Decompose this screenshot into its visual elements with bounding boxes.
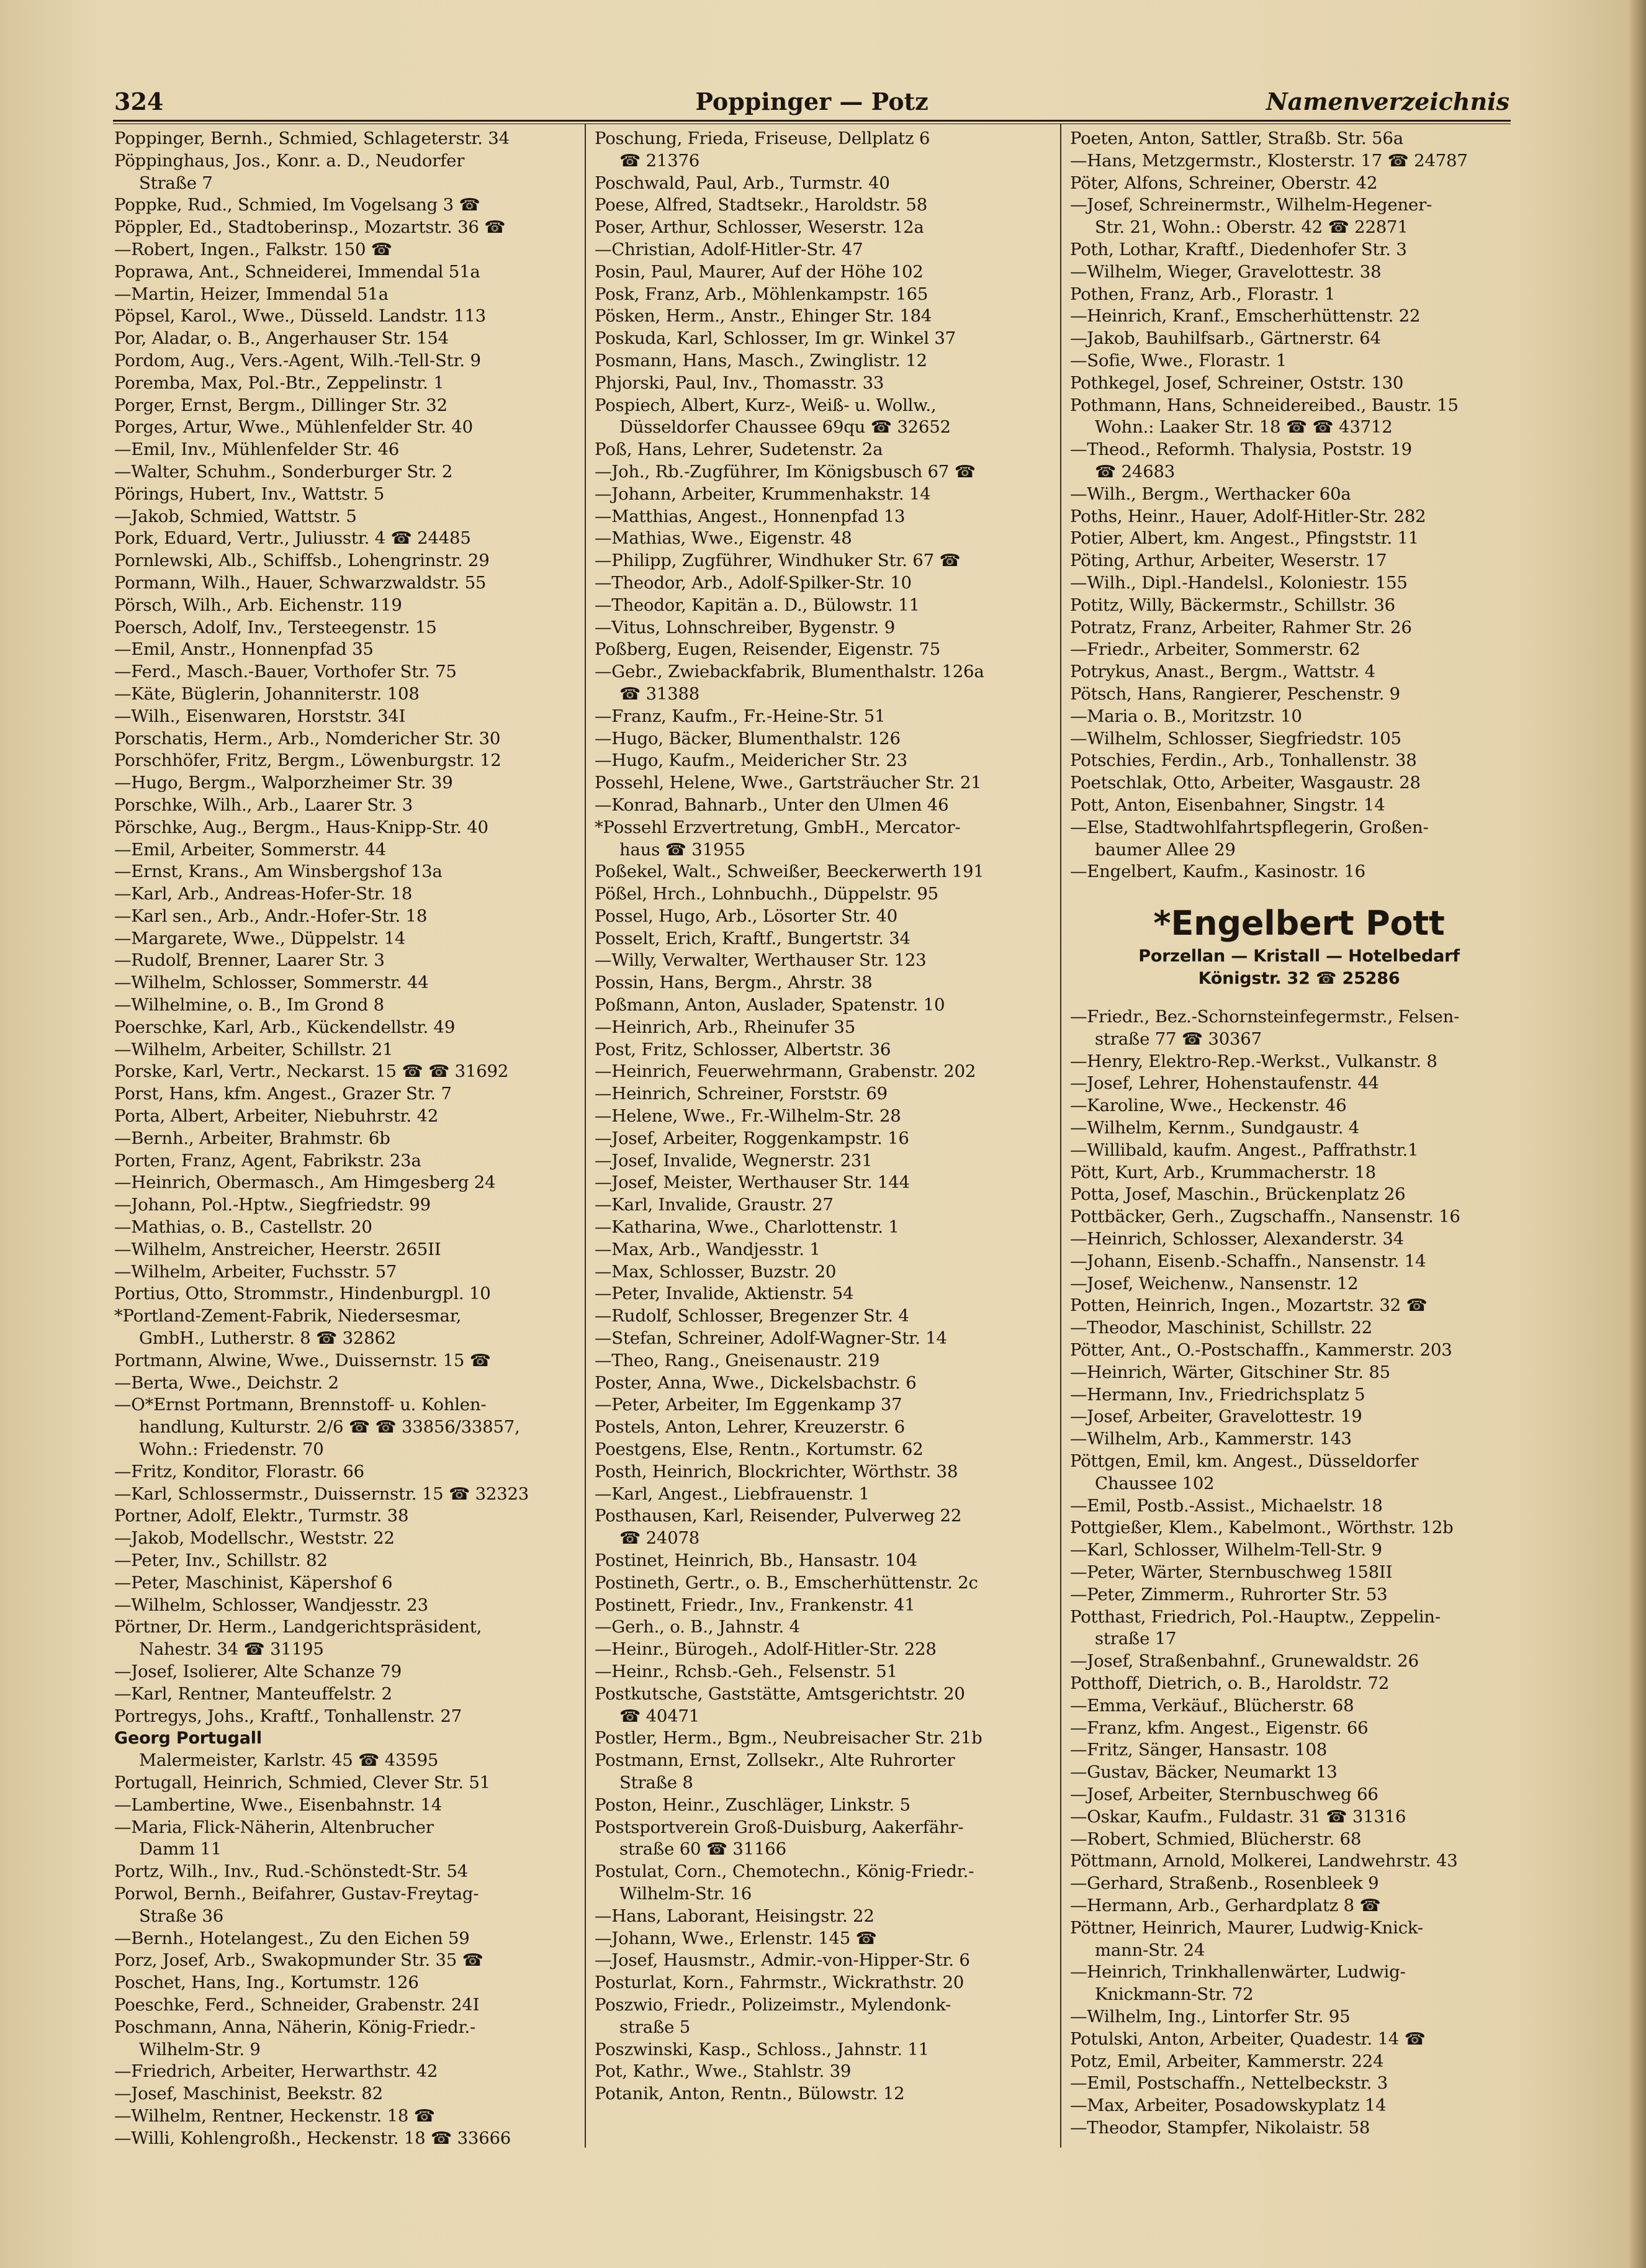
directory-entry: —Martin, Heizer, Immendal 51a [114, 284, 389, 304]
directory-entry: Potthast, Friedrich, Pol.-Hauptw., Zeppelin- [1070, 1606, 1441, 1627]
directory-entry: Posturlat, Korn., Fahrmstr., Wickrathstr. 20 [595, 1973, 965, 1993]
directory-entry: Pörsch, Wilh., Arb. Eichenstr. 119 [114, 595, 402, 615]
directory-entry: Potthoff, Dietrich, o. B., Haroldstr. 72 [1070, 1673, 1390, 1693]
directory-entry: —Theo, Rang., Gneisenaustr. 219 [595, 1350, 880, 1370]
directory-entry: —Sofie, Wwe., Florastr. 1 [1070, 350, 1287, 371]
directory-entry: Porwol, Bernh., Beifahrer, Gustav-Freytag- [114, 1883, 479, 1904]
directory-entry: Pothen, Franz, Arb., Florastr. 1 [1070, 284, 1336, 304]
directory-entry: Postsportverein Groß-Duisburg, Aakerfähr- [595, 1817, 964, 1837]
directory-entry: —Josef, Meister, Werthauser Str. 144 [595, 1172, 910, 1193]
directory-entry: —Mathias, o. B., Castellstr. 20 [114, 1217, 372, 1238]
directory-entry: Georg Portugall [114, 1729, 262, 1748]
directory-entry: —Karl, Invalide, Graustr. 27 [595, 1195, 834, 1215]
directory-entry: Pothkegel, Josef, Schreiner, Oststr. 130 [1070, 372, 1404, 393]
directory-entry: Pormann, Wilh., Hauer, Schwarzwaldstr. 55 [114, 572, 487, 593]
directory-entry-continuation: haus ☎ 31955 [619, 839, 745, 860]
directory-entry: —Wilhelm, Rentner, Heckenstr. 18 ☎ [114, 2105, 435, 2126]
directory-entry: —Lambertine, Wwe., Eisenbahnstr. 14 [114, 1794, 443, 1815]
directory-entry: —Maria, Flick-Näherin, Altenbrucher [114, 1817, 434, 1837]
directory-entry: *Possehl Erzvertretung, GmbH., Mercator- [595, 817, 961, 837]
directory-entry-continuation: Malermeister, Karlstr. 45 ☎ 43595 [139, 1750, 439, 1771]
directory-entry: —Karl, Angest., Liebfrauenstr. 1 [595, 1483, 870, 1504]
directory-entry: Poschet, Hans, Ing., Kortumstr. 126 [114, 1973, 419, 1993]
directory-entry: Poth, Lothar, Kraftf., Diedenhofer Str. 3 [1070, 239, 1407, 259]
directory-entry: —Karl, Schlossermstr., Duissernstr. 15 ☎ 32323 [114, 1483, 529, 1504]
page-number: 324 [114, 88, 164, 115]
directory-entry: —Hugo, Bergm., Walporzheimer Str. 39 [114, 773, 453, 793]
directory-entry: Poppke, Rud., Schmied, Im Vogelsang 3 ☎ [114, 195, 480, 215]
directory-entry: —Emil, Postb.-Assist., Michaelstr. 18 [1070, 1495, 1383, 1516]
directory-entry: Portmann, Alwine, Wwe., Duissernstr. 15 ☎ [114, 1350, 491, 1370]
page-gutter [1630, 0, 1646, 2268]
directory-entry: *Portland-Zement-Fabrik, Niedersesmar, [114, 1306, 462, 1326]
directory-entry: Post, Fritz, Schlosser, Albertstr. 36 [595, 1039, 891, 1060]
directory-entry: —Emil, Anstr., Honnenpfad 35 [114, 639, 374, 660]
directory-entry: —Johann, Eisenb.-Schaffn., Nansenstr. 14 [1070, 1251, 1426, 1271]
directory-entry: —Karl, Schlosser, Wilhelm-Tell-Str. 9 [1070, 1540, 1382, 1560]
directory-entry: —Wilh., Eisenwaren, Horststr. 34I [114, 706, 406, 726]
directory-entry: Poskuda, Karl, Schlosser, Im gr. Winkel 37 [595, 328, 956, 349]
directory-entry: —Karl sen., Arb., Andr.-Hofer-Str. 18 [114, 906, 428, 926]
directory-entry: —Wilhelm, Schlosser, Sommerstr. 44 [114, 973, 429, 993]
directory-entry-continuation: Wohn.: Laaker Str. 18 ☎ ☎ 43712 [1095, 417, 1393, 438]
directory-entry: Pöppler, Ed., Stadtoberinsp., Mozartstr. 36 ☎ [114, 217, 506, 238]
column-1 [114, 128, 572, 2150]
directory-entry: —Josef, Schreinermstr., Wilhelm-Hegener- [1070, 195, 1432, 215]
directory-entry: Postinett, Friedr., Inv., Frankenstr. 41 [595, 1595, 915, 1615]
directory-entry: —Heinrich, Feuerwehrmann, Grabenstr. 202 [595, 1061, 976, 1082]
header-rule [113, 120, 1511, 122]
directory-entry: Portz, Wilh., Inv., Rud.-Schönstedt-Str. 54 [114, 1861, 469, 1882]
directory-entry: —Fritz, Sänger, Hansastr. 108 [1070, 1740, 1328, 1760]
directory-entry: —Peter, Invalide, Aktienstr. 54 [595, 1284, 854, 1304]
directory-entry: Pöpsel, Karol., Wwe., Düsseld. Landstr. 113 [114, 306, 486, 326]
directory-entry: —Max, Schlosser, Buzstr. 20 [595, 1261, 837, 1282]
directory-entry: —Bernh., Arbeiter, Brahmstr. 6b [114, 1128, 390, 1148]
directory-entry: —Rudolf, Brenner, Laarer Str. 3 [114, 950, 385, 971]
directory-entry: —Matthias, Angest., Honnenpfad 13 [595, 506, 906, 526]
directory-entry: —Gerh., o. B., Jahnstr. 4 [595, 1617, 800, 1637]
directory-entry: —Willi, Kohlengroßh., Heckenstr. 18 ☎ 33666 [114, 2128, 511, 2148]
directory-entry: —Vitus, Lohnschreiber, Bygenstr. 9 [595, 617, 895, 637]
directory-entry: —Wilh., Dipl.-Handelsl., Koloniestr. 155 [1070, 572, 1408, 593]
directory-entry: —Josef, Maschinist, Beekstr. 82 [114, 2084, 383, 2104]
directory-entry-continuation: Nahestr. 34 ☎ 31195 [139, 1639, 324, 1660]
directory-entry: Potten, Heinrich, Ingen., Mozartstr. 32 ☎ [1070, 1295, 1428, 1316]
ad-products: Porzellan — Kristall — Hotelbedarf [1138, 947, 1460, 966]
column-2 [595, 128, 1053, 2105]
directory-entry: —Theodor, Maschinist, Schillstr. 22 [1070, 1318, 1372, 1338]
directory-entry: Possel, Hugo, Arb., Lösorter Str. 40 [595, 906, 898, 926]
directory-entry: Pott, Anton, Eisenbahner, Singstr. 14 [1070, 794, 1385, 815]
directory-entry: Potanik, Anton, Rentn., Bülowstr. 12 [595, 2084, 905, 2104]
directory-entry: Poszwio, Friedr., Polizeimstr., Mylendonk- [595, 1994, 951, 2015]
directory-entry: —Karl, Rentner, Manteuffelstr. 2 [114, 1683, 392, 1704]
directory-entry-continuation: ☎ 40471 [619, 1706, 700, 1726]
directory-entry: —Wilhelm, Wieger, Gravelottestr. 38 [1070, 261, 1382, 282]
directory-entry: —Theodor, Kapitän a. D., Bülowstr. 11 [595, 595, 920, 615]
directory-entry: Pörtner, Dr. Herm., Landgerichtspräsident, [114, 1617, 482, 1637]
directory-entry: —Maria o. B., Moritzstr. 10 [1070, 706, 1302, 726]
directory-entry: Poschwald, Paul, Arb., Turmstr. 40 [595, 173, 890, 193]
directory-entry-continuation: ☎ 31388 [619, 683, 700, 704]
directory-entry: —Käte, Büglerin, Johanniterstr. 108 [114, 683, 420, 704]
directory-entry: —Wilhelm, Kernm., Sundgaustr. 4 [1070, 1118, 1360, 1138]
directory-entry: Porten, Franz, Agent, Fabrikstr. 23a [114, 1150, 421, 1171]
directory-entry: Pöttmann, Arnold, Molkerei, Landwehrstr. 43 [1070, 1851, 1458, 1871]
directory-entry: —Franz, Kaufm., Fr.-Heine-Str. 51 [595, 706, 886, 726]
directory-entry: Portregys, Johs., Kraftf., Tonhallenstr. 27 [114, 1706, 462, 1726]
directory-entry: —Willibald, kaufm. Angest., Paffrathstr.1 [1070, 1140, 1419, 1160]
directory-entry: Pornlewski, Alb., Schiffsb., Lohengrinstr. 29 [114, 551, 490, 571]
directory-entry: —Josef, Hausmstr., Admir.-von-Hipper-Str. 6 [595, 1950, 970, 1971]
directory-entry: —Emil, Inv., Mühlenfelder Str. 46 [114, 439, 400, 460]
directory-entry: —Gustav, Bäcker, Neumarkt 13 [1070, 1762, 1338, 1783]
directory-entry: Pot, Kathr., Wwe., Stahlstr. 39 [595, 2061, 852, 2082]
directory-entry: Pösken, Herm., Anstr., Ehinger Str. 184 [595, 306, 932, 326]
directory-entry: —Hans, Metzgermstr., Klosterstr. 17 ☎ 24787 [1070, 150, 1468, 171]
directory-entry: —Berta, Wwe., Deichstr. 2 [114, 1372, 339, 1393]
directory-entry: Poetschlak, Otto, Arbeiter, Wasgaustr. 28 [1070, 773, 1421, 793]
directory-entry: —Wilhelm, Schlosser, Siegfriedstr. 105 [1070, 728, 1401, 749]
directory-entry-continuation: Straße 8 [619, 1772, 693, 1793]
directory-entry: Pöppinghaus, Jos., Konr. a. D., Neudorfer [114, 150, 465, 171]
directory-entry: —Peter, Arbeiter, Im Eggenkamp 37 [595, 1395, 902, 1415]
directory-entry: —Peter, Inv., Schillstr. 82 [114, 1550, 328, 1570]
directory-entry: —Heinrich, Wärter, Gitschiner Str. 85 [1070, 1362, 1390, 1382]
directory-entry: —Max, Arb., Wandjesstr. 1 [595, 1239, 821, 1259]
directory-entry: Pößel, Hrch., Lohnbuchh., Düppelstr. 95 [595, 884, 938, 904]
directory-entry: Poszwinski, Kasp., Schloss., Jahnstr. 11 [595, 2039, 929, 2059]
directory-entry: —Friedr., Arbeiter, Sommerstr. 62 [1070, 639, 1360, 660]
directory-entry: —Heinrich, Schreiner, Forststr. 69 [595, 1084, 888, 1104]
directory-entry: Pospiech, Albert, Kurz-, Weiß- u. Wollw., [595, 395, 937, 415]
column-divider-1 [585, 124, 586, 2148]
directory-entry: Portius, Otto, Strommstr., Hindenburgpl. 10 [114, 1284, 491, 1304]
directory-entry: —Hugo, Kaufm., Meidericher Str. 23 [595, 750, 907, 771]
directory-entry: —Josef, Lehrer, Hohenstaufenstr. 44 [1070, 1073, 1379, 1094]
directory-entry: Poerschke, Karl, Arb., Kückendellstr. 49 [114, 1017, 456, 1037]
directory-entry: —Hans, Laborant, Heisingstr. 22 [595, 1906, 875, 1926]
directory-entry: —Wilhelm, Anstreicher, Heerstr. 265II [114, 1239, 441, 1259]
directory-entry: Porske, Karl, Vertr., Neckarst. 15 ☎ ☎ 31692 [114, 1061, 509, 1082]
directory-entry: —Joh., Rb.-Zugführer, Im Königsbusch 67 ☎ [595, 461, 976, 482]
directory-entry: —Heinrich, Kranf., Emscherhüttenstr. 22 [1070, 306, 1421, 326]
directory-entry: —Josef, Weichenw., Nansenstr. 12 [1070, 1273, 1359, 1294]
directory-entry: Pötter, Ant., O.-Postschaffn., Kammerstr. 203 [1070, 1340, 1452, 1361]
directory-entry: Poßekel, Walt., Schweißer, Beeckerwerth 191 [595, 862, 984, 882]
directory-entry: —Katharina, Wwe., Charlottenstr. 1 [595, 1217, 899, 1238]
directory-entry: —Heinrich, Arb., Rheinufer 35 [595, 1017, 856, 1037]
directory-entry: Pöttner, Heinrich, Maurer, Ludwig-Knick- [1070, 1917, 1423, 1938]
directory-entry: —Emil, Arbeiter, Sommerstr. 44 [114, 839, 387, 860]
directory-entry: Poschung, Frieda, Friseuse, Dellplatz 6 [595, 128, 930, 148]
directory-entry: Poremba, Max, Pol.-Btr., Zeppelinstr. 1 [114, 372, 444, 393]
directory-entry: —Wilhelm, Schlosser, Wandjesstr. 23 [114, 1595, 428, 1615]
directory-entry: Pöting, Arthur, Arbeiter, Weserstr. 17 [1070, 551, 1387, 571]
directory-entry: Possin, Hans, Bergm., Ahrstr. 38 [595, 973, 873, 993]
directory-entry-continuation: straße 60 ☎ 31166 [619, 1839, 786, 1860]
directory-entry: Posin, Paul, Maurer, Auf der Höhe 102 [595, 261, 924, 282]
directory-entry: Phjorski, Paul, Inv., Thomasstr. 33 [595, 372, 884, 393]
directory-entry: —Heinrich, Obermasch., Am Himgesberg 24 [114, 1172, 496, 1193]
column-3 [1070, 128, 1528, 2140]
directory-entry: Porta, Albert, Arbeiter, Niebuhrstr. 42 [114, 1106, 439, 1127]
directory-entry: —Christian, Adolf-Hitler-Str. 47 [595, 239, 863, 259]
directory-entry-continuation: Str. 21, Wohn.: Oberstr. 42 ☎ 22871 [1095, 217, 1408, 238]
directory-entry: —Konrad, Bahnarb., Unter den Ulmen 46 [595, 794, 949, 815]
directory-entry: —Peter, Zimmerm., Ruhrorter Str. 53 [1070, 1584, 1388, 1604]
column-3-top [1070, 128, 1528, 883]
directory-entry: Posmann, Hans, Masch., Zwinglistr. 12 [595, 350, 927, 371]
directory-entry: Pörings, Hubert, Inv., Wattstr. 5 [114, 484, 385, 504]
directory-entry: —Karl, Arb., Andreas-Hofer-Str. 18 [114, 884, 413, 904]
directory-entry: Porst, Hans, kfm. Angest., Grazer Str. 7 [114, 1084, 452, 1104]
directory-entry: Pottgießer, Klem., Kabelmont., Wörthstr. 12b [1070, 1518, 1454, 1538]
directory-entry: Pött, Kurt, Arb., Krummacherstr. 18 [1070, 1162, 1376, 1182]
directory-entry-continuation: mann-Str. 24 [1095, 1940, 1205, 1960]
directory-entry: Potschies, Ferdin., Arb., Tonhallenstr. 38 [1070, 750, 1417, 771]
directory-entry: —Josef, Isolierer, Alte Schanze 79 [114, 1661, 402, 1681]
directory-entry: Pörschke, Aug., Bergm., Haus-Knipp-Str. 40 [114, 817, 488, 837]
directory-entry: —Ernst, Krans., Am Winsbergshof 13a [114, 862, 443, 882]
directory-entry: —Heinr., Bürogeh., Adolf-Hitler-Str. 228 [595, 1639, 937, 1660]
directory-entry: —Peter, Wärter, Sternbuschweg 158II [1070, 1562, 1393, 1583]
directory-entry: —Theodor, Arb., Adolf-Spilker-Str. 10 [595, 572, 912, 593]
directory-entry: —Theodor, Stampfer, Nikolaistr. 58 [1070, 2117, 1370, 2138]
directory-entry-continuation: Wilhelm-Str. 9 [139, 2039, 261, 2059]
directory-entry: —Emil, Postschaffn., Nettelbeckstr. 3 [1070, 2073, 1388, 2094]
directory-entry: —Robert, Ingen., Falkstr. 150 ☎ [114, 239, 392, 259]
directory-entry: Porger, Ernst, Bergm., Dillinger Str. 32 [114, 395, 447, 415]
directory-entry: Postinet, Heinrich, Bb., Hansastr. 104 [595, 1550, 918, 1570]
directory-entry: —Wilhelmine, o. B., Im Grond 8 [114, 995, 384, 1015]
directory-entry: —Johann, Arbeiter, Krummenhakstr. 14 [595, 484, 931, 504]
directory-entry: Potratz, Franz, Arbeiter, Rahmer Str. 26 [1070, 617, 1412, 637]
directory-entry: —Heinrich, Schlosser, Alexanderstr. 34 [1070, 1229, 1404, 1249]
directory-entry: —Johann, Wwe., Erlenstr. 145 ☎ [595, 1928, 877, 1948]
directory-entry-continuation: Knickmann-Str. 72 [1095, 1984, 1254, 2005]
directory-entry: Poßberg, Eugen, Reisender, Eigenstr. 75 [595, 639, 941, 660]
directory-entry: Poths, Heinr., Hauer, Adolf-Hitler-Str. 282 [1070, 506, 1426, 526]
directory-entry: Posselt, Erich, Kraftf., Bungertstr. 34 [595, 928, 911, 948]
directory-entry: —Ferd., Masch.-Bauer, Vorthofer Str. 75 [114, 662, 457, 682]
directory-entry: —Hugo, Bäcker, Blumenthalstr. 126 [595, 728, 901, 749]
directory-entry-continuation: Straße 36 [139, 1906, 224, 1926]
directory-entry-continuation: Straße 7 [139, 173, 213, 193]
directory-entry: Porz, Josef, Arb., Swakopmunder Str. 35 ☎ [114, 1950, 483, 1971]
directory-entry: —Theod., Reformh. Thalysia, Poststr. 19 [1070, 439, 1412, 460]
directory-entry: —Wilhelm, Arbeiter, Schillstr. 21 [114, 1039, 394, 1060]
section-title: Namenverzeichnis [1266, 88, 1509, 115]
directory-entry: —Wilh., Bergm., Werthacker 60a [1070, 484, 1351, 504]
directory-entry: Posth, Heinrich, Blockrichter, Wörthstr. 38 [595, 1461, 958, 1482]
directory-entry: —Heinrich, Trinkhallenwärter, Ludwig- [1070, 1962, 1406, 1982]
directory-entry: Potz, Emil, Arbeiter, Kammerstr. 224 [1070, 2051, 1384, 2071]
directory-entry: —Wilhelm, Ing., Lintorfer Str. 95 [1070, 2006, 1351, 2027]
directory-entry: —Gerhard, Straßenb., Rosenbleek 9 [1070, 1873, 1379, 1894]
directory-entry: Pöter, Alfons, Schreiner, Oberstr. 42 [1070, 173, 1378, 193]
directory-entry: —Jakob, Modellschr., Weststr. 22 [114, 1528, 395, 1549]
directory-entry: —Max, Arbeiter, Posadowskyplatz 14 [1070, 2095, 1387, 2116]
directory-entry: Poßmann, Anton, Auslader, Spatenstr. 10 [595, 995, 945, 1015]
directory-entry: —Helene, Wwe., Fr.-Wilhelm-Str. 28 [595, 1106, 901, 1127]
directory-entry: Poestgens, Else, Rentn., Kortumstr. 62 [595, 1439, 924, 1460]
directory-entry: —Karoline, Wwe., Heckenstr. 46 [1070, 1096, 1347, 1116]
directory-entry: —Friedr., Bez.-Schornsteinfegermstr., Felsen- [1070, 1007, 1460, 1027]
directory-entry: Potta, Josef, Maschin., Brückenplatz 26 [1070, 1184, 1406, 1205]
directory-entry: Portner, Adolf, Elektr., Turmstr. 38 [114, 1506, 409, 1526]
directory-entry: —Josef, Straßenbahnf., Grunewaldstr. 26 [1070, 1651, 1419, 1672]
directory-entry: —Rudolf, Schlosser, Bregenzer Str. 4 [595, 1306, 909, 1326]
directory-entry: —Stefan, Schreiner, Adolf-Wagner-Str. 14 [595, 1328, 947, 1349]
directory-entry-continuation: Damm 11 [139, 1839, 222, 1860]
directory-entry-continuation: ☎ 24078 [619, 1528, 700, 1549]
directory-entry: Porges, Artur, Wwe., Mühlenfelder Str. 40 [114, 417, 473, 438]
directory-entry: —Jakob, Bauhilfsarb., Gärtnerstr. 64 [1070, 328, 1381, 349]
page-header [114, 84, 1509, 120]
directory-entry: Pordom, Aug., Vers.-Agent, Wilh.-Tell-Str. 9 [114, 350, 481, 371]
directory-entry: Potitz, Willy, Bäckermstr., Schillstr. 36 [1070, 595, 1395, 615]
directory-entry-continuation: Wilhelm-Str. 16 [619, 1883, 752, 1904]
directory-entry: Porschhöfer, Fritz, Bergm., Löwenburgstr. 12 [114, 750, 501, 771]
directory-entry: Potier, Albert, km. Angest., Pfingststr. 11 [1070, 528, 1419, 549]
directory-entry: —Henry, Elektro-Rep.-Werkst., Vulkanstr. 8 [1070, 1051, 1437, 1071]
directory-entry: Poster, Anna, Wwe., Dickelsbachstr. 6 [595, 1372, 917, 1393]
directory-entry-continuation: Düsseldorfer Chaussee 69qu ☎ 32652 [619, 417, 951, 438]
directory-entry: Potulski, Anton, Arbeiter, Quadestr. 14 ☎ [1070, 2028, 1426, 2049]
directory-entry-continuation: GmbH., Lutherstr. 8 ☎ 32862 [139, 1328, 397, 1349]
directory-entry-continuation: Wohn.: Friedenstr. 70 [139, 1439, 324, 1460]
directory-entry: —Bernh., Hotelangest., Zu den Eichen 59 [114, 1928, 470, 1948]
directory-entry: Poprawa, Ant., Schneiderei, Immendal 51a [114, 261, 480, 282]
directory-entry: Pork, Eduard, Vertr., Juliusstr. 4 ☎ 24485 [114, 528, 471, 549]
directory-entry: —Robert, Schmied, Blücherstr. 68 [1070, 1829, 1362, 1849]
directory-entry: —Wilhelm, Arbeiter, Fuchsstr. 57 [114, 1261, 397, 1282]
directory-entry: —Josef, Invalide, Wegnerstr. 231 [595, 1150, 873, 1171]
directory-entry: —O*Ernst Portmann, Brennstoff- u. Kohlen- [114, 1395, 487, 1415]
directory-entry: —Franz, kfm. Angest., Eigenstr. 66 [1070, 1717, 1369, 1738]
column-divider-2 [1060, 124, 1061, 2148]
directory-entry: —Philipp, Zugführer, Windhuker Str. 67 ☎ [595, 551, 961, 571]
directory-entry: —Peter, Maschinist, Käpershof 6 [114, 1572, 393, 1593]
column-3-bottom [1070, 1006, 1528, 2140]
directory-entry: Poston, Heinr., Zuschläger, Linkstr. 5 [595, 1794, 911, 1815]
directory-entry: —Hermann, Inv., Friedrichsplatz 5 [1070, 1384, 1365, 1405]
directory-entry-continuation: straße 17 [1095, 1629, 1177, 1649]
directory-entry: Poese, Alfred, Stadtsekr., Haroldstr. 58 [595, 195, 928, 215]
directory-entry-continuation: handlung, Kulturstr. 2/6 ☎ ☎ 33856/33857, [139, 1417, 520, 1438]
name-range: Poppinger — Potz [695, 88, 929, 115]
directory-entry-continuation: baumer Allee 29 [1095, 839, 1236, 860]
ad-address: Königstr. 32 ☎ 25286 [1198, 969, 1400, 989]
directory-entry: —Heinr., Rchsb.-Geh., Felsenstr. 51 [595, 1661, 897, 1681]
directory-entry: Pöttgen, Emil, km. Angest., Düsseldorfer [1070, 1451, 1419, 1472]
directory-entry-continuation: ☎ 24683 [1095, 461, 1176, 482]
directory-entry: Potrykus, Anast., Bergm., Wattstr. 4 [1070, 662, 1375, 682]
directory-entry: Postels, Anton, Lehrer, Kreuzerstr. 6 [595, 1417, 905, 1438]
directory-entry: Poppinger, Bernh., Schmied, Schlageterstr. 34 [114, 128, 510, 148]
directory-entry: Pottbäcker, Gerh., Zugschaffn., Nansenstr. 16 [1070, 1207, 1460, 1227]
directory-entry: —Josef, Arbeiter, Gravelottestr. 19 [1070, 1406, 1362, 1427]
ad-name: *Engelbert Pott [1153, 904, 1445, 943]
directory-entry: Poschmann, Anna, Näherin, König-Friedr.- [114, 2017, 476, 2037]
directory-entry-continuation: straße 77 ☎ 30367 [1095, 1028, 1262, 1049]
directory-entry: Porschke, Wilh., Arb., Laarer Str. 3 [114, 794, 413, 815]
directory-entry: —Josef, Arbeiter, Roggenkampstr. 16 [595, 1128, 909, 1148]
directory-entry: —Else, Stadtwohlfahrtspflegerin, Großen- [1070, 817, 1429, 837]
directory-entry: —Walter, Schuhm., Sonderburger Str. 2 [114, 461, 453, 482]
advertisement [1070, 902, 1528, 990]
directory-entry: Poersch, Adolf, Inv., Tersteegenstr. 15 [114, 617, 437, 637]
directory-entry: —Engelbert, Kaufm., Kasinostr. 16 [1070, 862, 1365, 882]
directory-entry: Por, Aladar, o. B., Angerhauser Str. 154 [114, 328, 449, 349]
directory-entry: Postmann, Ernst, Zollsekr., Alte Ruhrorter [595, 1750, 955, 1771]
directory-entry: —Johann, Pol.-Hptw., Siegfriedstr. 99 [114, 1195, 431, 1215]
directory-entry: —Mathias, Wwe., Eigenstr. 48 [595, 528, 852, 549]
directory-entry: Postler, Herm., Bgm., Neubreisacher Str. 21b [595, 1728, 983, 1748]
directory-entry: —Wilhelm, Arb., Kammerstr. 143 [1070, 1429, 1352, 1449]
directory-entry: Portugall, Heinrich, Schmied, Clever Str. 51 [114, 1772, 490, 1793]
directory-entry: —Emma, Verkäuf., Blücherstr. 68 [1070, 1695, 1354, 1716]
directory-entry: Porschatis, Herm., Arb., Nomdericher Str. 30 [114, 728, 501, 749]
directory-entry: Postkutsche, Gaststätte, Amtsgerichtstr. 20 [595, 1683, 965, 1704]
directory-entry: —Oskar, Kaufm., Fuldastr. 31 ☎ 31316 [1070, 1806, 1406, 1827]
directory-entry: Poeten, Anton, Sattler, Straßb. Str. 56a [1070, 128, 1403, 148]
directory-entry: —Gebr., Zwiebackfabrik, Blumenthalstr. 126a [595, 662, 984, 682]
directory-entry: Pothmann, Hans, Schneidereibed., Baustr. 15 [1070, 395, 1459, 415]
directory-entry: Posthausen, Karl, Reisender, Pulverweg 22 [595, 1506, 962, 1526]
directory-entry: Possehl, Helene, Wwe., Gartsträucher Str. 21 [595, 773, 982, 793]
directory-entry: —Hermann, Arb., Gerhardplatz 8 ☎ [1070, 1895, 1381, 1915]
directory-entry: Pötsch, Hans, Rangierer, Peschenstr. 9 [1070, 683, 1400, 704]
directory-entry: Postulat, Corn., Chemotechn., König-Friedr.- [595, 1861, 974, 1882]
directory-entry: —Josef, Arbeiter, Sternbuschweg 66 [1070, 1784, 1378, 1804]
directory-entry: —Margarete, Wwe., Düppelstr. 14 [114, 928, 406, 948]
directory-entry: —Friedrich, Arbeiter, Herwarthstr. 42 [114, 2061, 438, 2082]
directory-entry: —Willy, Verwalter, Werthauser Str. 123 [595, 950, 927, 971]
directory-entry-continuation: ☎ 21376 [619, 150, 700, 171]
directory-entry-continuation: straße 5 [619, 2017, 690, 2037]
directory-entry: Posk, Franz, Arb., Möhlenkampstr. 165 [595, 284, 929, 304]
directory-entry: Poser, Arthur, Schlosser, Weserstr. 12a [595, 217, 924, 238]
directory-entry: —Jakob, Schmied, Wattstr. 5 [114, 506, 357, 526]
directory-entry-continuation: Chaussee 102 [1095, 1473, 1215, 1493]
directory-entry: Poß, Hans, Lehrer, Sudetenstr. 2a [595, 439, 883, 460]
directory-entry: Poeschke, Ferd., Schneider, Grabenstr. 24I [114, 1994, 480, 2015]
directory-entry: Postineth, Gertr., o. B., Emscherhüttenstr. 2c [595, 1572, 978, 1593]
directory-entry: —Fritz, Konditor, Florastr. 66 [114, 1461, 364, 1482]
